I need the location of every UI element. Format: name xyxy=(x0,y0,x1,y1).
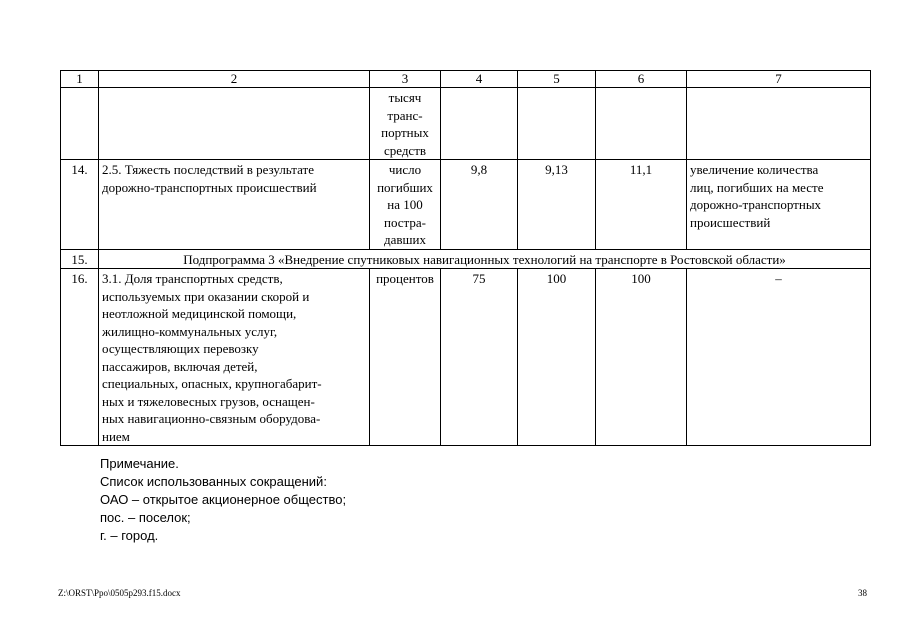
footer-file-path: Z:\ORST\Ppo\0505p293.f15.docx xyxy=(58,588,181,598)
col-header-3: 3 xyxy=(370,71,441,88)
table-row-14 xyxy=(61,160,871,250)
indicators-table xyxy=(60,70,871,446)
abbreviation-item: г. – город. xyxy=(100,528,159,543)
value-col4: 75 xyxy=(441,269,518,446)
abbreviation-item: ОАО – открытое акционерное общество; xyxy=(100,492,347,507)
col-header-7: 7 xyxy=(687,71,871,88)
value-col5: 100 xyxy=(518,269,596,446)
row-number: 16. xyxy=(61,269,99,446)
value-col4: 9,8 xyxy=(441,160,518,250)
row-number: 15. xyxy=(61,249,99,269)
col-header-6: 6 xyxy=(596,71,687,88)
unit-cell: число погибших на 100 постра- давших xyxy=(370,160,441,250)
notes-block xyxy=(100,455,346,545)
abbreviation-item: пос. – поселок; xyxy=(100,510,191,525)
note-cell: увеличение количества лиц, погибших на месте дорожно-транспортных происшествий xyxy=(687,160,871,250)
page-number: 38 xyxy=(858,588,867,598)
value-col5: 9,13 xyxy=(518,160,596,250)
table-row-continuation xyxy=(61,88,871,160)
col-header-2: 2 xyxy=(99,71,370,88)
subprogram-title: Подпрограмма 3 «Внедрение спутниковых навигационных технологий на транспорте в Ростовской области» xyxy=(99,249,871,269)
col-header-1: 1 xyxy=(61,71,99,88)
table-header-row xyxy=(61,71,871,88)
table-row-15 xyxy=(61,249,871,269)
col-header-4: 4 xyxy=(441,71,518,88)
value-col6: 11,1 xyxy=(596,160,687,250)
unit-cell: процентов xyxy=(370,269,441,446)
indicator-name: 2.5. Тяжесть последствий в результате дорожно-транспортных происшествий xyxy=(99,160,370,250)
col-header-5: 5 xyxy=(518,71,596,88)
row-number: 14. xyxy=(61,160,99,250)
unit-cell: тысяч транс- портных средств xyxy=(370,88,441,160)
abbreviations-title: Список использованных сокращений: xyxy=(100,474,327,489)
table-row-16 xyxy=(61,269,871,446)
value-col6: 100 xyxy=(596,269,687,446)
note-cell: – xyxy=(687,269,871,446)
indicator-name: 3.1. Доля транспортных средств, используемых при оказании скорой и неотложной медицинской помощи, жилищно-коммунальных услуг, осуществляющих перевозку пассажиров, включая детей, специальных, опасных, крупногабарит- ных и тяжеловесных грузов, оснащен- ных навигационно-связным оборудова- нием xyxy=(99,269,370,446)
notes-heading: Примечание. xyxy=(100,456,179,471)
